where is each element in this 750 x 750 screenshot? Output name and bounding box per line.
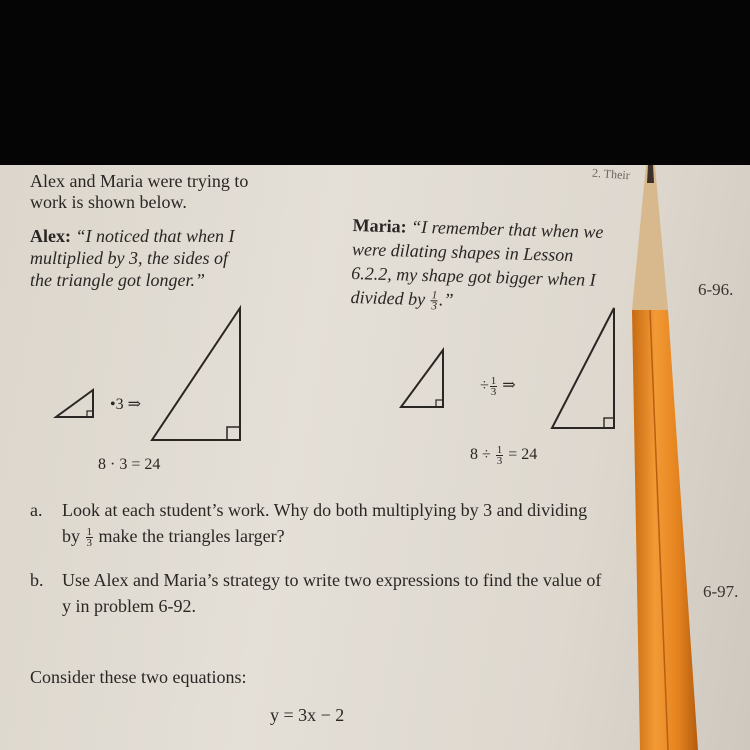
alex-quote-line-2: multiplied by 3, the sides of bbox=[30, 248, 228, 268]
maria-quote-line-2: were dilating shapes in Lesson bbox=[351, 238, 574, 266]
alex-equation: 8 · 3 = 24 bbox=[98, 456, 161, 473]
intro-line-2: work is shown below. bbox=[30, 192, 187, 212]
question-a-line-1: Look at each student’s work. Why do both multiplying by 3 and dividing bbox=[62, 500, 588, 520]
maria-quote-line-4: divided by bbox=[350, 286, 426, 310]
maria-quote: Maria: “I remember that when we were dilating shapes in Lesson 6.2.2, my shape got bigger when I divided by $\frac{1}{3}$ .” bbox=[350, 214, 604, 313]
intro-line-1-tail: 2. Their bbox=[591, 165, 631, 183]
consider-text: Consider these two equations: bbox=[30, 667, 247, 687]
question-b-label: b. bbox=[30, 570, 44, 590]
pencil-lead bbox=[647, 165, 654, 183]
maria-quote-line-1: “I remember that when we bbox=[410, 216, 604, 242]
pencil bbox=[0, 165, 750, 750]
problem-number-6-96: 6-96. bbox=[698, 280, 734, 299]
question-a-label: a. bbox=[30, 500, 43, 520]
problem-number-6-97: 6-97. bbox=[703, 582, 739, 601]
alex-quote-line-1: “I noticed that when I bbox=[75, 226, 235, 246]
intro-line-1: Alex and Maria were trying to bbox=[30, 171, 249, 191]
question-b-line-1: Use Alex and Maria’s strategy to write two expressions to find the value of bbox=[62, 570, 602, 590]
question-b-line-2: y in problem 6-92. bbox=[62, 596, 196, 616]
alex-name: Alex: bbox=[30, 226, 71, 246]
textbook-page bbox=[0, 165, 750, 750]
question-a-line-2: by $\frac{1}{3}$ make the triangles larger? bbox=[62, 526, 285, 550]
one-third-fraction: $\frac{1}{3}$ bbox=[431, 289, 438, 313]
maria-quote-line-3: 6.2.2, my shape got bigger when I bbox=[351, 262, 596, 290]
pencil-tip-wood bbox=[632, 165, 668, 310]
alex-operation: •3 ⇒ bbox=[110, 396, 142, 413]
alex-quote-line-3: the triangle got longer.” bbox=[30, 270, 205, 290]
maria-operation: ÷ $\frac{1}{3}$ ⇒ bbox=[480, 374, 516, 398]
maria-name: Maria: bbox=[352, 214, 407, 237]
maria-equation: 8 ÷ $\frac{1}{3}$ = 24 bbox=[470, 444, 538, 467]
consider-equation: y = 3x − 2 bbox=[270, 705, 345, 725]
